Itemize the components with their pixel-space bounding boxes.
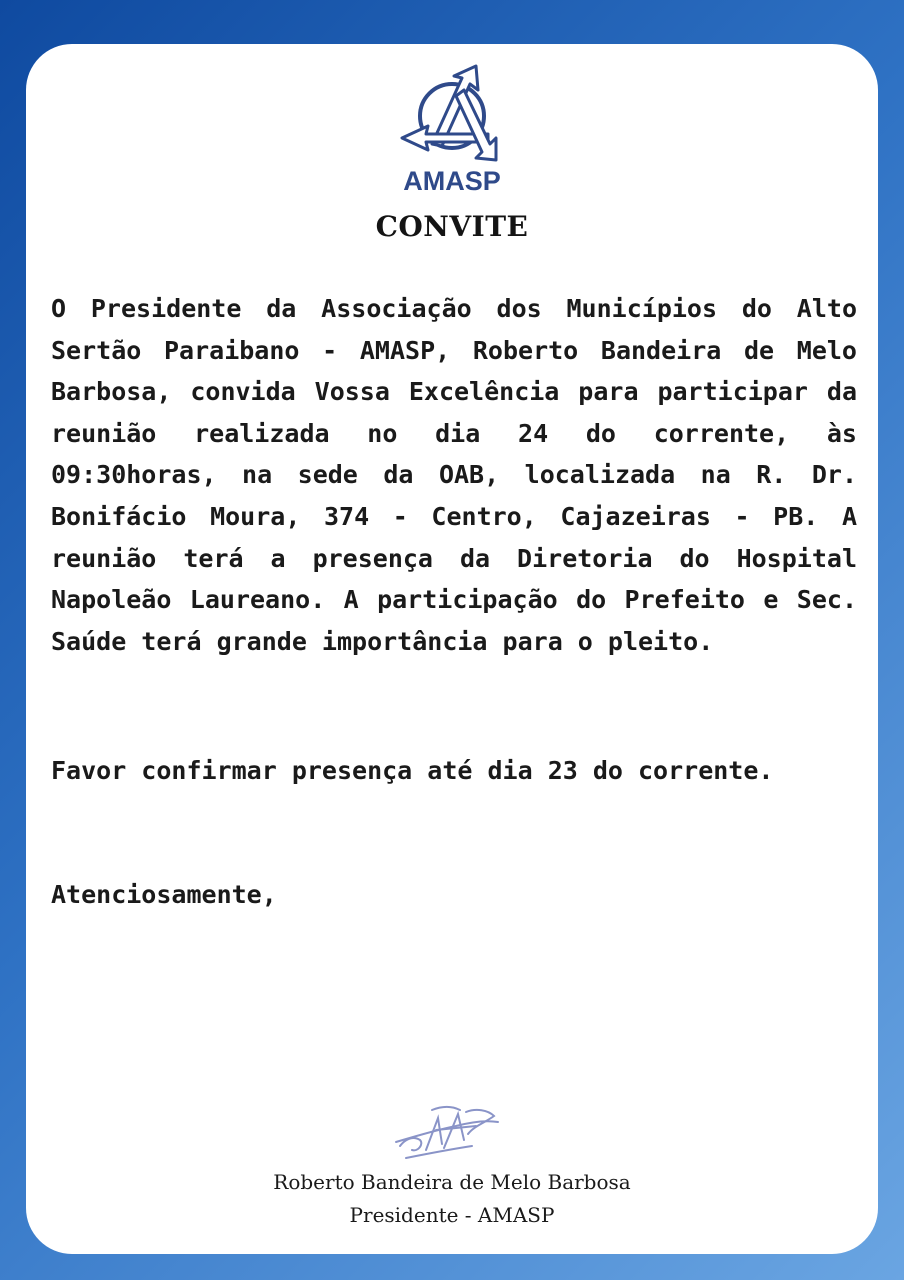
invitation-paragraph: O Presidente da Associação dos Municípios do Alto Sertão Paraibano - AMASP, Roberto Bandeira de Melo Barbosa, convida Vossa Excelência para participar da reunião realizada no dia 24 do corrente, às 09:30horas, na sede da OAB, localizada na R. Dr. Bonifácio Moura, 374 - Centro, Cajazeiras - PB. A reunião terá a presença da Diretoria do Hospital Napoleão Laureano. A participação do Prefeito e Sec. Saúde terá grande importância para o pleito. [51, 294, 857, 656]
document-title: CONVITE [375, 210, 529, 243]
signature-icon [376, 1100, 516, 1170]
logo-text: AMASP [403, 166, 501, 194]
signatory-role: Presidente - AMASP [349, 1203, 555, 1227]
amasp-logo [392, 64, 512, 194]
invitation-card [26, 44, 878, 1254]
handwritten-signature [376, 1100, 516, 1170]
amasp-logo-icon [392, 64, 512, 194]
signatory-name: Roberto Bandeira de Melo Barbosa [273, 1170, 631, 1194]
closing-text: Atenciosamente, [51, 880, 277, 909]
rsvp-paragraph: Favor confirmar presença até dia 23 do corrente. [51, 756, 774, 785]
